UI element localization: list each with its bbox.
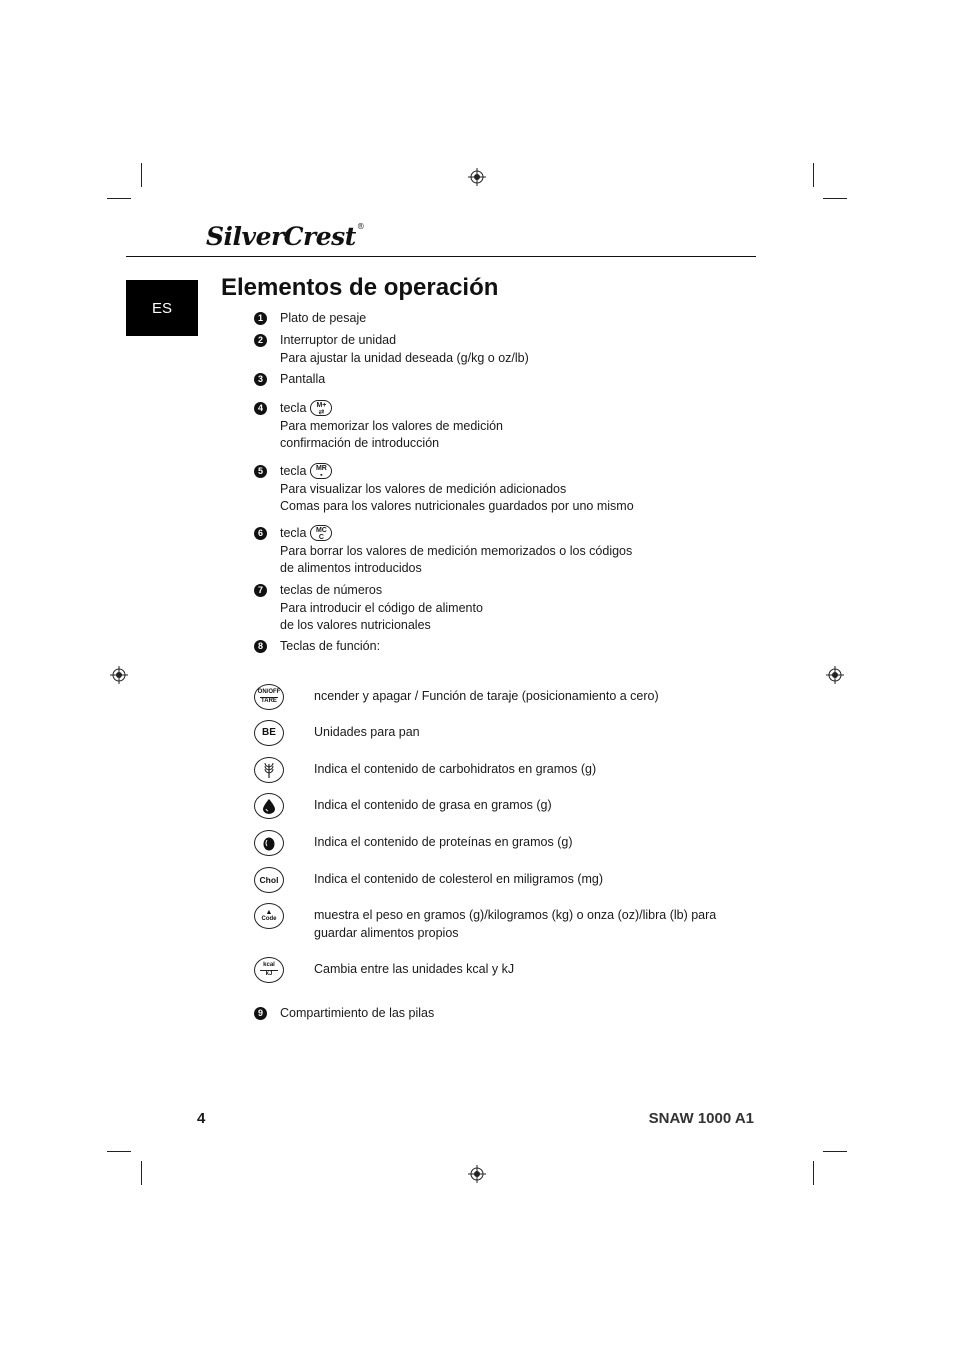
brand-name: SilverCrest (206, 222, 356, 251)
kcal-kj-icon: kcal kJ (254, 957, 284, 983)
grain-icon (254, 757, 284, 783)
registration-target-icon (826, 666, 844, 684)
brand-logo (206, 222, 364, 251)
item-line: Plato de pesaje (280, 311, 367, 325)
item-line: Teclas de función: (280, 639, 381, 653)
item-label: tecla (280, 401, 307, 415)
item-label: tecla (280, 526, 307, 540)
memory-plus-key-icon: M+ ⇄ (310, 400, 332, 416)
registration-target-icon (468, 1165, 486, 1183)
fat-drop-icon (254, 793, 284, 819)
code-weight-icon: ▲ Code (254, 903, 284, 929)
item-number: 3 (254, 373, 267, 386)
item-label: tecla (280, 464, 307, 478)
item-number: 1 (254, 312, 267, 325)
chol-icon: Chol (254, 867, 284, 893)
item-number: 2 (254, 334, 267, 347)
item-number: 5 (254, 465, 267, 478)
registration-target-icon (110, 666, 128, 684)
function-description: Unidades para pan (314, 725, 420, 739)
memory-clear-key-icon: MC C (310, 525, 332, 541)
item-line: Para visualizar los valores de medición adicionados (280, 481, 567, 496)
item-number: 4 (254, 402, 267, 415)
function-description: Indica el contenido de proteínas en gramos (g) (314, 835, 573, 849)
item-number: 8 (254, 640, 267, 653)
crop-mark (823, 198, 847, 199)
item-line: Interruptor de unidad (280, 333, 397, 347)
protein-egg-icon (254, 830, 284, 856)
memory-recall-key-icon: MR ▪ (310, 463, 332, 479)
model-number: SNAW 1000 A1 (648, 1110, 754, 1127)
item-number: 9 (254, 1007, 267, 1020)
item-number: 7 (254, 584, 267, 597)
item-line: confirmación de introducción (280, 436, 440, 450)
function-description: Indica el contenido de colesterol en miligramos (mg) (314, 872, 604, 886)
registration-target-icon (468, 168, 486, 186)
function-description: muestra el peso en gramos (g)/kilogramos (kg) o onza (oz)/libra (lb) para guardar alimentos propios (314, 908, 717, 940)
page-title: Elementos de operación (221, 274, 499, 301)
item-number: 6 (254, 527, 267, 540)
crop-mark (141, 163, 142, 187)
function-description: ncender y apagar / Función de taraje (posicionamiento a cero) (314, 689, 659, 703)
crop-mark (107, 1151, 131, 1152)
item-line: Para introducir el código de alimento (280, 600, 483, 615)
item-line: Pantalla (280, 372, 326, 386)
language-tab (126, 280, 198, 336)
crop-mark (823, 1151, 847, 1152)
page-number: 4 (197, 1110, 206, 1127)
item-line: Comas para los valores nutricionales guardados por uno mismo (280, 499, 634, 513)
function-description: Indica el contenido de carbohidratos en gramos (g) (314, 762, 597, 776)
brand-registered-mark: ® (356, 222, 365, 231)
item-line: Compartimiento de las pilas (280, 1006, 435, 1020)
be-icon: BE (254, 720, 284, 746)
function-description: Indica el contenido de grasa en gramos (g) (314, 798, 552, 812)
language-tab-label: ES (151, 299, 172, 317)
header-rule (126, 256, 756, 257)
crop-mark (813, 1161, 814, 1185)
item-line: teclas de números (280, 583, 383, 597)
crop-mark (107, 198, 131, 199)
on-off-tare-icon: ON/OFF TARE (254, 684, 284, 710)
function-description: Cambia entre las unidades kcal y kJ (314, 962, 515, 976)
item-line: Para memorizar los valores de medición (280, 418, 504, 433)
item-line: de los valores nutricionales (280, 618, 431, 632)
crop-mark (813, 163, 814, 187)
item-line: Para borrar los valores de medición memorizados o los códigos (280, 543, 633, 558)
crop-mark (141, 1161, 142, 1185)
item-line: Para ajustar la unidad deseada (g/kg o oz/lb) (280, 350, 529, 365)
item-line: de alimentos introducidos (280, 561, 422, 575)
